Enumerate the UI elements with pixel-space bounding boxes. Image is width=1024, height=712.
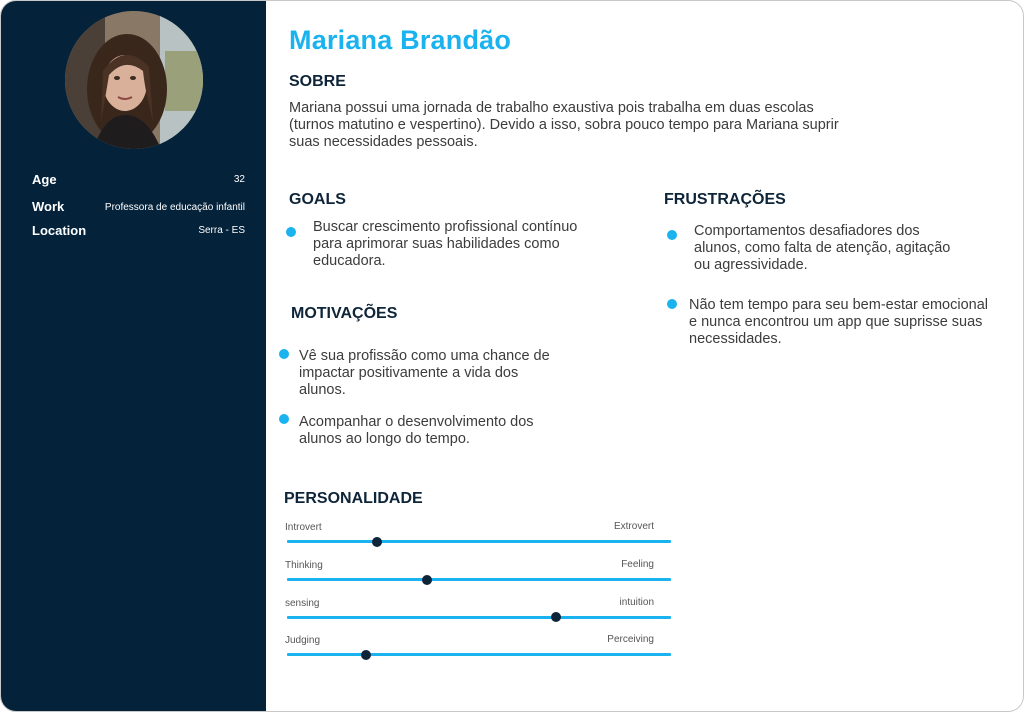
slider-left-label: sensing [285, 598, 320, 609]
location-label: Location [32, 223, 87, 238]
motivacao-item [299, 414, 534, 448]
bullet-dot [279, 349, 289, 359]
slider-knob [422, 575, 432, 585]
sobre-line: (turnos matutino e vespertino). Devido a isso, sobra pouco tempo para Mariana suprir [289, 117, 839, 133]
frustracao-line: ou agressividade. [694, 257, 808, 273]
location-value: Serra - ES [198, 225, 245, 236]
motivacao-item [299, 348, 550, 399]
goals-heading: GOALS [289, 191, 346, 208]
motivacao-line: Acompanhar o desenvolvimento dos [299, 414, 534, 430]
sobre-line: suas necessidades pessoais. [289, 134, 478, 150]
frustracao-item [694, 223, 950, 274]
slider-right-label: Extrovert [613, 521, 654, 532]
personalidade-heading: PERSONALIDADE [284, 490, 423, 507]
bullet-dot [286, 227, 296, 237]
bullet-dot [667, 299, 677, 309]
slider-right-label: Perceiving [607, 634, 654, 645]
motivacao-line: impactar positivamente a vida dos [299, 365, 519, 381]
frustracoes-heading: FRUSTRAÇÕES [664, 191, 786, 208]
motivacoes-heading: MOTIVAÇÕES [291, 305, 398, 322]
persona-name: Mariana Brandão [289, 25, 512, 55]
avatar [65, 11, 203, 149]
avatar-photo [65, 11, 203, 149]
sidebar [1, 1, 266, 711]
slider-track [287, 540, 671, 543]
slider-left-label: Introvert [285, 522, 322, 533]
slider-track [287, 578, 671, 581]
work-value: Professora de educação infantil [104, 202, 245, 213]
age-value: 32 [233, 174, 245, 185]
frustracao-line: Não tem tempo para seu bem-estar emocional [689, 297, 989, 313]
bullet-dot [667, 230, 677, 240]
slider-knob [551, 612, 561, 622]
slider-right-label: Feeling [621, 559, 654, 570]
bullet-dot [279, 414, 289, 424]
sobre-text [289, 100, 889, 151]
slider-left-label: Judging [285, 635, 321, 646]
frustracao-line: e nunca encontrou um app que suprisse suas [689, 314, 983, 330]
goal-line: Buscar crescimento profissional contínuo [313, 219, 578, 235]
slider-knob [372, 537, 382, 547]
frustracao-line: Comportamentos desafiadores dos [694, 223, 920, 239]
slider-knob [361, 650, 371, 660]
goal-item [313, 219, 577, 270]
age-label: Age [32, 172, 57, 187]
sobre-heading: SOBRE [289, 73, 346, 90]
goal-line: para aprimorar suas habilidades como [313, 236, 560, 252]
motivacao-line: Vê sua profissão como uma chance de [299, 348, 550, 364]
slider-track [287, 616, 671, 619]
goal-line: educadora. [313, 253, 386, 269]
slider-track [287, 653, 671, 656]
motivacao-line: alunos. [299, 382, 346, 398]
sobre-line: Mariana possui uma jornada de trabalho exaustiva pois trabalha em duas escolas [289, 100, 814, 116]
motivacao-line: alunos ao longo do tempo. [299, 431, 470, 447]
frustracao-line: alunos, como falta de atenção, agitação [694, 240, 951, 256]
slider-right-label: intuition [619, 597, 654, 608]
work-label: Work [32, 199, 65, 214]
frustracao-line: necessidades. [689, 331, 782, 347]
slider-left-label: Thinking [285, 560, 323, 571]
frustracao-item [689, 297, 988, 348]
